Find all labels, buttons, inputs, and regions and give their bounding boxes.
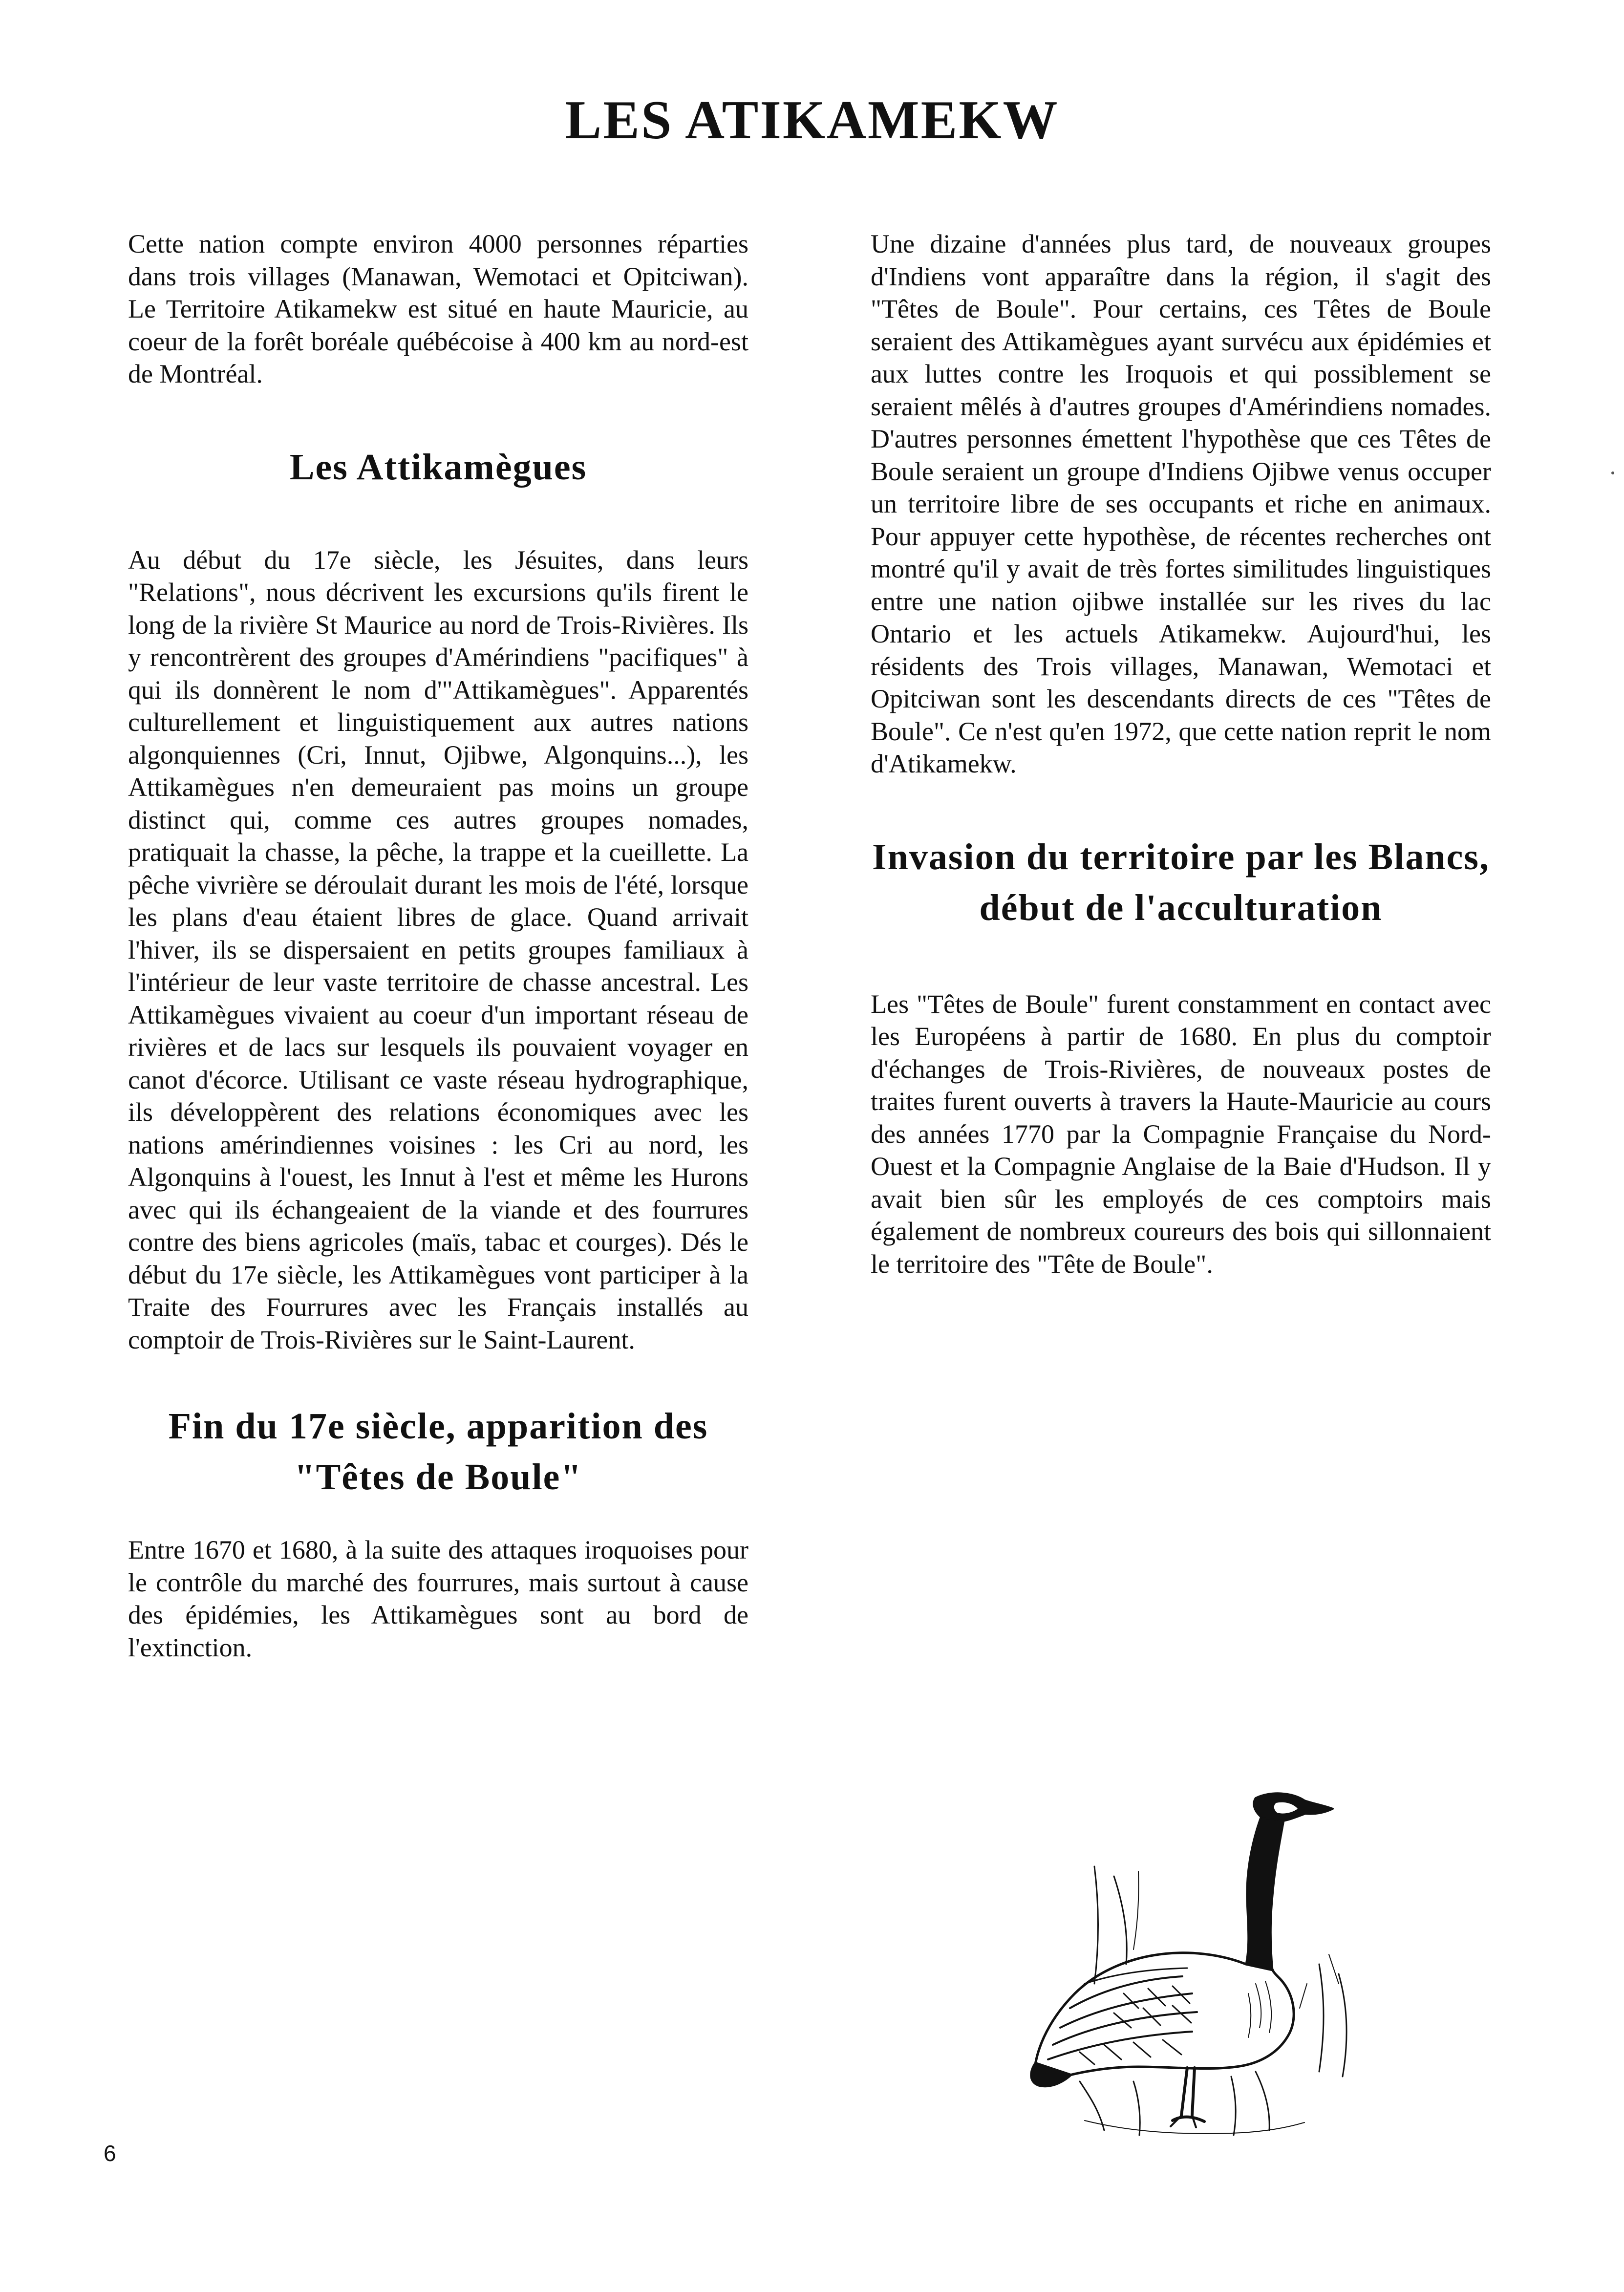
fin-17e-siecle-paragraph: Entre 1670 et 1680, à la suite des attaques iroquoises pour le contrôle du marché des fourrures, mais surtout à cause des épidémies, les Attikamègues sont au bord de l'extinction. — [128, 1535, 748, 1662]
page-title: LES ATIKAMEKW — [565, 90, 1059, 150]
intro-paragraph: Cette nation compte environ 4000 personnes réparties dans trois villages (Manawan, Wemotaci et Opitciwan). Le Territoire Atikamekw est situé en haute Mauricie, au coeur de la forêt boréale québécoise à 400 km au nord-est de Montréal. — [128, 229, 748, 388]
right-column — [871, 228, 1491, 1280]
invasion-paragraph: Les "Têtes de Boule" furent constamment en contact avec les Européens à partir de 1680. En plus du comptoir d'échanges de Trois-Rivières, de nouveaux postes de traites furent ouverts à travers la Haute-Mauricie au cours des années 1770 par la Compagnie Française du Nord-Ouest et la Compagnie Anglaise de la Baie d'Hudson. Il y avait bien sûr les employés de ces comptoirs mais également de nombreux coureurs des bois qui sillonnaient le territoire des "Tête de Boule". — [871, 989, 1491, 1279]
tetes-de-boule-paragraph: Une dizaine d'années plus tard, de nouveaux groupes d'Indiens vont apparaître dans la région, il s'agit des "Têtes de Boule". Pour certains, ces Têtes de Boule seraient des Attikamègues ayant survécu aux épidémies et aux luttes contre les Iroquois et qui possiblement se seraient mêlés à d'autres groupes d'Amérindiens nomades. D'autres personnes émettent l'hypothèse que ces Têtes de Boule seraient un groupe d'Indiens Ojibwe venus occuper un territoire libre de ses occupants et riche en animaux. Pour appuyer cette hypothèse, de récentes recherches ont montré qu'il y avait de très fortes similitudes linguistiques entre une nation ojibwe installée sur les rives du lac Ontario et les actuels Atikamekw. Aujourd'hui, les résidents des Trois villages, Manawan, Wemotaci et Opitciwan sont les descendants directs de ces "Têtes de Boule". Ce n'est qu'en 1972, que cette nation reprit le nom d'Atikamekw. — [871, 229, 1491, 778]
canada-goose-illustration — [1026, 1778, 1368, 2160]
section-heading-invasion: Invasion du territoire par les Blancs, début de l'acculturation — [872, 836, 1490, 928]
section-heading-attikamegues: Les Attikamègues — [289, 446, 587, 488]
section-heading-fin-17e-siecle: Fin du 17e siècle, apparition des "Têtes de Boule" — [168, 1406, 708, 1498]
attikamegues-paragraph: Au début du 17e siècle, les Jésuites, dans leurs "Relations", nous décrivent les excursions qu'ils firent le long de la rivière St Maurice au nord de Trois-Rivières. Ils y rencontrèrent des groupes d'Amérindiens "pacifiques" à qui ils donnèrent le nom d'"Attikamègues". Apparentés culturellement et linguistiquement aux autres nations algonquiennes (Cri, Innut, Ojibwe, Algonquins...), les Attikamègues n'en demeuraient pas moins un groupe distinct qui, comme ces autres groupes nomades, pratiquait la chasse, la pêche, la trappe et la cueillette. La pêche vivrière se déroulait durant les mois de l'été, lorsque les plans d'eau étaient libres de glace. Quand arrivait l'hiver, ils se dispersaient en petits groupes familiaux à l'intérieur de leur vaste territoire de chasse ancestral. Les Attikamègues vivaient au coeur d'un important réseau de rivières et de lacs sur lesquels ils pouvaient voyager en canot d'écorce. Utilisant ce vaste réseau hydrographique, ils développèrent des relations économiques avec les nations amérindiennes voisines : les Cri au nord, les Algonquins à l'ouest, les Innut à l'est et même les Hurons avec qui ils échangeaient de la viande et des fourrures contre des biens agricoles (maïs, tabac et courges). Dés le début du 17e siècle, les Attikamègues vont participer à la Traite des Fourrures avec les Français installés au comptoir de Trois-Rivières sur le Saint-Laurent. — [128, 545, 748, 1354]
page-number: 6 — [104, 2141, 116, 2166]
left-column — [128, 228, 748, 1664]
scan-speck — [1611, 471, 1614, 474]
